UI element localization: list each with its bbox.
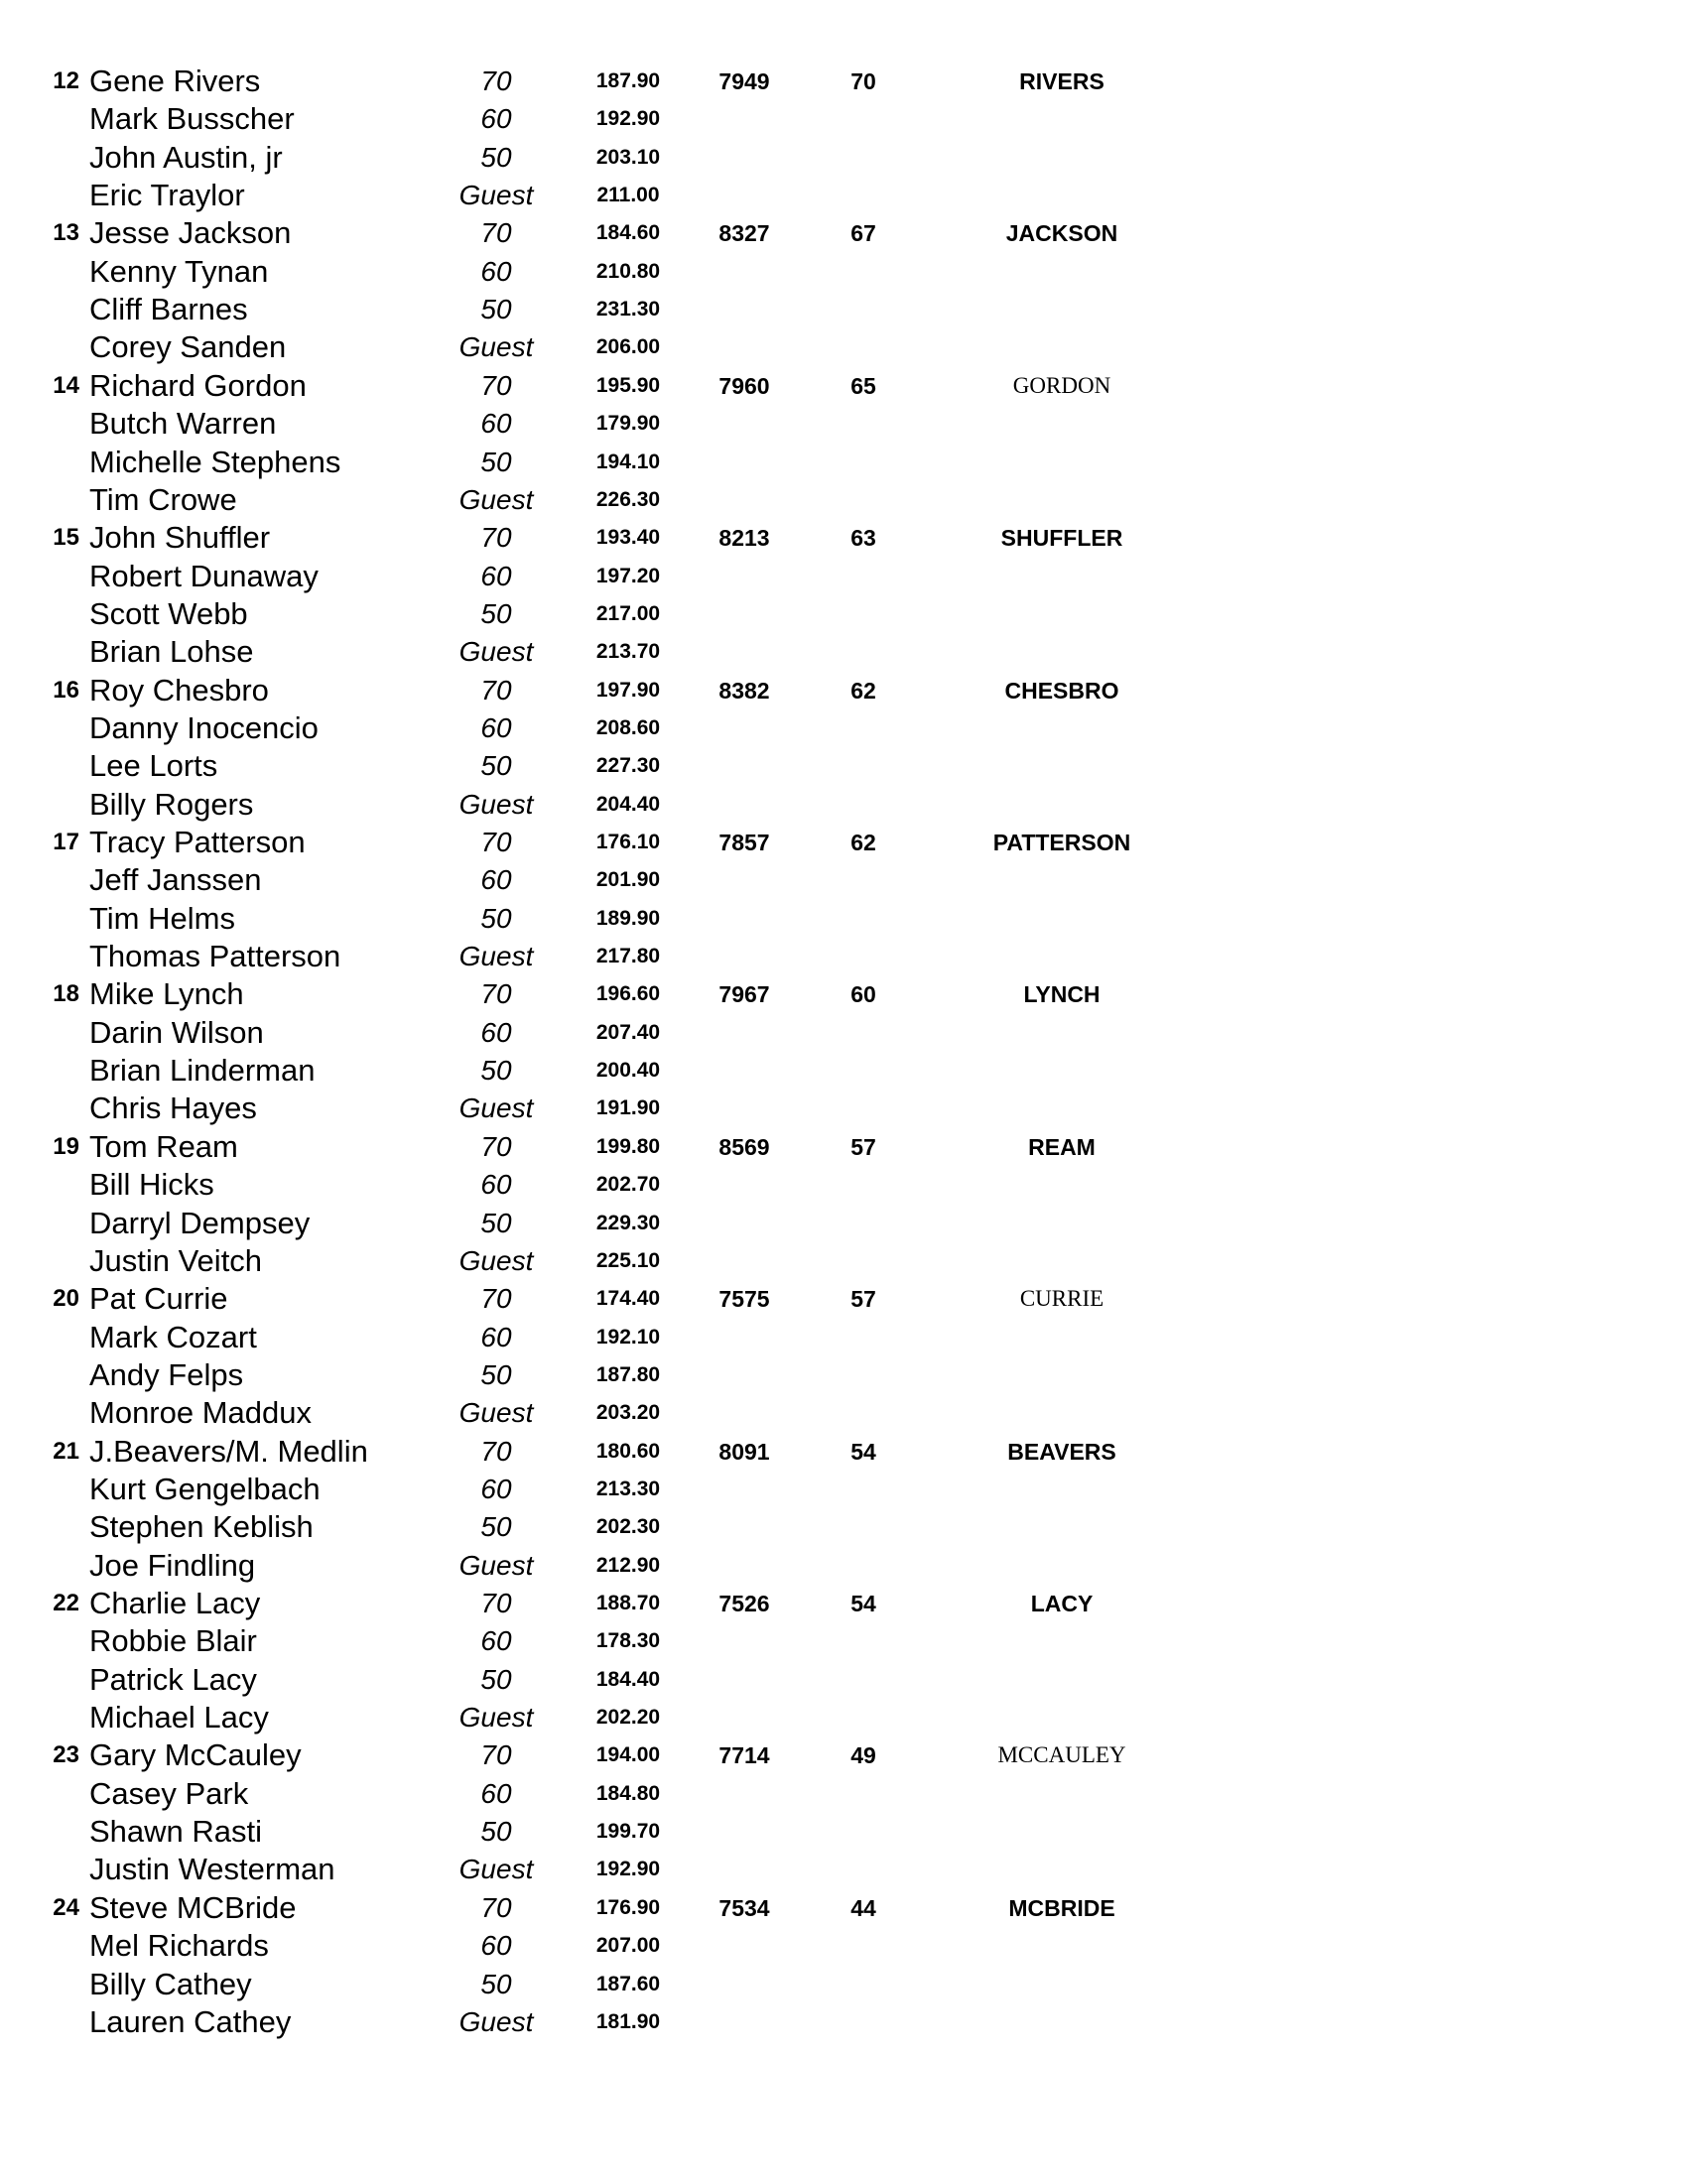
team-member-row — [0, 1242, 1688, 1280]
player-score: 207.40 — [595, 1020, 661, 1044]
player-score: 187.60 — [595, 1972, 661, 1995]
place-number: 17 — [53, 829, 79, 855]
player-score: 192.10 — [595, 1325, 661, 1349]
player-class: Guest — [458, 1397, 534, 1429]
player-score: 187.80 — [595, 1362, 661, 1386]
place-number: 13 — [53, 219, 79, 247]
player-score: 207.00 — [595, 1934, 661, 1958]
player-class: Guest — [458, 2005, 534, 2037]
team-member-row — [0, 139, 1688, 177]
player-name: Darryl Dempsey — [89, 1205, 311, 1240]
player-class: 60 — [480, 711, 512, 743]
player-class: 60 — [480, 864, 512, 896]
player-score: 202.20 — [595, 1706, 661, 1730]
team-total: 7714 — [718, 1742, 770, 1769]
player-name: Danny Inocencio — [89, 709, 319, 745]
team-member-row — [0, 1166, 1688, 1204]
place-number: 22 — [53, 1590, 79, 1616]
player-name: J.Beavers/M. Medlin — [89, 1433, 368, 1469]
player-class: 50 — [480, 141, 512, 173]
team-name: LACY — [1030, 1591, 1094, 1616]
player-score: 226.30 — [595, 487, 661, 511]
player-class: 50 — [480, 1511, 512, 1543]
place-number: 12 — [53, 67, 79, 94]
team-member-row — [0, 558, 1688, 595]
player-name: Justin Westerman — [89, 1852, 335, 1887]
player-score: 179.90 — [595, 412, 661, 436]
player-class: 70 — [480, 217, 512, 249]
player-name: Kurt Gengelbach — [89, 1471, 321, 1506]
team-total: 7575 — [718, 1286, 770, 1313]
player-score: 197.20 — [595, 564, 661, 587]
player-class: Guest — [458, 180, 534, 211]
player-class: 70 — [480, 1588, 512, 1618]
player-score: 204.40 — [595, 792, 661, 816]
player-score: 196.60 — [595, 982, 661, 1006]
player-name: Michael Lacy — [89, 1700, 269, 1735]
player-score: 188.70 — [595, 1592, 661, 1614]
team-lead-row — [0, 975, 1688, 1013]
player-score: 231.30 — [595, 298, 661, 321]
player-score: 184.80 — [595, 1781, 661, 1805]
player-score: 213.70 — [595, 640, 661, 664]
team-member-row — [0, 747, 1688, 785]
place-number: 20 — [53, 1285, 79, 1313]
player-name: Steve MCBride — [89, 1889, 297, 1925]
player-score: 210.80 — [595, 259, 661, 283]
player-class: Guest — [458, 788, 534, 820]
team-lead-row — [0, 63, 1688, 100]
player-name: Jesse Jackson — [89, 215, 292, 251]
player-name: John Shuffler — [89, 520, 271, 556]
player-score: 202.70 — [595, 1173, 661, 1197]
player-score: 212.90 — [595, 1553, 661, 1577]
player-class: 50 — [480, 1207, 512, 1238]
team-member-row — [0, 1775, 1688, 1813]
player-name: Cliff Barnes — [89, 292, 248, 327]
player-class: 70 — [480, 978, 512, 1010]
team-points: 60 — [850, 981, 876, 1008]
team-member-row — [0, 1394, 1688, 1432]
player-score: 225.10 — [595, 1248, 661, 1272]
player-class: Guest — [458, 1092, 534, 1124]
place-number: 24 — [53, 1893, 79, 1921]
team-lead-row — [0, 824, 1688, 861]
player-name: Monroe Maddux — [89, 1395, 313, 1431]
player-name: Casey Park — [89, 1775, 249, 1811]
team-total: 7960 — [718, 372, 770, 399]
team-name: CHESBRO — [1004, 677, 1119, 704]
team-member-row — [0, 1547, 1688, 1585]
team-name: BEAVERS — [1007, 1438, 1116, 1465]
player-score: 202.30 — [595, 1515, 661, 1539]
team-total: 8091 — [718, 1438, 770, 1465]
player-score: 181.90 — [595, 2009, 661, 2033]
team-name: GORDON — [1012, 372, 1111, 398]
player-class: 70 — [480, 369, 512, 401]
player-class: 60 — [480, 1473, 512, 1504]
player-class: 50 — [480, 750, 512, 782]
team-member-row — [0, 709, 1688, 747]
player-name: Butch Warren — [89, 406, 277, 442]
player-name: Billy Rogers — [89, 786, 254, 822]
player-score: 201.90 — [595, 868, 661, 892]
team-points: 57 — [850, 1133, 876, 1160]
team-member-row — [0, 1966, 1688, 2003]
team-member-row — [0, 253, 1688, 291]
player-name: Mark Cozart — [89, 1319, 257, 1354]
player-class: 60 — [480, 1777, 512, 1809]
player-score: 187.90 — [595, 69, 661, 92]
player-name: Gary McCauley — [89, 1737, 302, 1773]
place-number: 16 — [53, 676, 79, 704]
player-score: 193.40 — [595, 526, 661, 550]
player-class: 50 — [480, 597, 512, 629]
player-class: 70 — [480, 1435, 512, 1467]
player-name: Shawn Rasti — [89, 1814, 263, 1850]
player-name: Eric Traylor — [89, 178, 245, 213]
team-member-row — [0, 1813, 1688, 1851]
team-lead-row — [0, 1128, 1688, 1166]
player-score: 227.30 — [595, 754, 661, 778]
player-class: 70 — [480, 522, 512, 554]
player-score: 203.10 — [595, 145, 661, 169]
team-lead-row — [0, 519, 1688, 557]
team-total: 8382 — [718, 677, 770, 704]
team-name: MCBRIDE — [1008, 1894, 1115, 1921]
player-class: 70 — [480, 65, 512, 96]
player-class: Guest — [458, 636, 534, 668]
player-name: Pat Currie — [89, 1281, 228, 1317]
player-score: 191.90 — [595, 1096, 661, 1120]
player-score: 197.90 — [595, 678, 661, 702]
player-score: 192.90 — [595, 107, 661, 131]
place-number: 14 — [53, 371, 79, 399]
team-member-row — [0, 1661, 1688, 1699]
player-score: 174.40 — [595, 1287, 661, 1311]
team-total: 7526 — [718, 1591, 770, 1616]
player-name: Brian Lohse — [89, 634, 254, 670]
player-class: Guest — [458, 1244, 534, 1276]
player-name: Lee Lorts — [89, 748, 218, 784]
team-member-row — [0, 444, 1688, 481]
player-name: Billy Cathey — [89, 1966, 252, 2001]
player-score: 184.60 — [595, 221, 661, 245]
player-name: Justin Veitch — [89, 1242, 263, 1278]
player-name: Richard Gordon — [89, 367, 307, 403]
team-name: MCCAULEY — [997, 1742, 1126, 1768]
team-total: 8569 — [718, 1133, 770, 1160]
player-name: Charlie Lacy — [89, 1586, 261, 1620]
team-lead-row — [0, 1889, 1688, 1927]
team-lead-row — [0, 214, 1688, 252]
team-points: 54 — [850, 1438, 876, 1465]
player-score: 189.90 — [595, 906, 661, 930]
player-score: 194.10 — [595, 450, 661, 473]
player-score: 199.80 — [595, 1134, 661, 1158]
team-member-row — [0, 900, 1688, 938]
player-name: Darin Wilson — [89, 1014, 264, 1050]
team-name: SHUFFLER — [1000, 525, 1123, 552]
player-class: 50 — [480, 1055, 512, 1087]
player-class: Guest — [458, 331, 534, 363]
team-member-row — [0, 1319, 1688, 1356]
team-member-row — [0, 2003, 1688, 2041]
team-member-row — [0, 1205, 1688, 1242]
place-number: 15 — [53, 524, 79, 552]
player-name: Jeff Janssen — [89, 862, 262, 898]
player-name: Michelle Stephens — [89, 444, 341, 479]
player-class: 50 — [480, 1358, 512, 1390]
player-name: Robbie Blair — [89, 1623, 257, 1659]
player-score: 206.00 — [595, 335, 661, 359]
player-name: John Austin, jr — [89, 139, 283, 175]
place-number: 19 — [53, 1132, 79, 1160]
player-score: 194.00 — [595, 1743, 661, 1767]
player-class: 60 — [480, 408, 512, 440]
player-class: 50 — [480, 902, 512, 934]
player-score: 208.60 — [595, 715, 661, 739]
player-class: Guest — [458, 941, 534, 972]
team-name: CURRIE — [1019, 1286, 1104, 1312]
player-name: Tim Crowe — [89, 481, 237, 517]
player-class: 60 — [480, 1625, 512, 1657]
team-lead-row — [0, 1585, 1688, 1622]
player-score: 199.70 — [595, 1820, 661, 1844]
player-name: Tracy Patterson — [89, 825, 306, 859]
team-points: 62 — [850, 830, 876, 855]
player-class: Guest — [458, 1702, 534, 1734]
team-lead-row — [0, 672, 1688, 709]
player-name: Mel Richards — [89, 1928, 269, 1964]
player-name: Gene Rivers — [89, 64, 261, 98]
team-points: 65 — [850, 372, 876, 399]
team-member-row — [0, 595, 1688, 633]
player-name: Mike Lynch — [89, 976, 244, 1012]
player-name: Patrick Lacy — [89, 1661, 257, 1697]
team-name: JACKSON — [1005, 220, 1118, 247]
team-member-row — [0, 1508, 1688, 1546]
team-member-row — [0, 1699, 1688, 1736]
player-score: 195.90 — [595, 373, 661, 397]
player-score: 200.40 — [595, 1059, 661, 1083]
team-member-row — [0, 177, 1688, 214]
team-lead-row — [0, 1736, 1688, 1774]
player-score: 203.20 — [595, 1401, 661, 1425]
player-score: 217.00 — [595, 601, 661, 625]
player-score: 176.10 — [595, 831, 661, 853]
player-name: Tim Helms — [89, 900, 235, 936]
place-number: 23 — [53, 1741, 79, 1769]
place-number: 21 — [53, 1437, 79, 1465]
player-class: 70 — [480, 674, 512, 706]
player-class: 70 — [480, 1130, 512, 1162]
team-member-row — [0, 1471, 1688, 1508]
player-class: Guest — [458, 1549, 534, 1581]
team-points: 49 — [850, 1742, 876, 1769]
team-name: RIVERS — [1019, 68, 1104, 94]
player-name: Tom Ream — [89, 1128, 238, 1164]
team-member-row — [0, 1622, 1688, 1660]
player-score: 180.60 — [595, 1439, 661, 1463]
team-member-row — [0, 100, 1688, 138]
player-score: 213.30 — [595, 1477, 661, 1500]
player-class: 50 — [480, 294, 512, 325]
team-points: 63 — [850, 525, 876, 552]
player-score: 217.80 — [595, 945, 661, 968]
player-name: Stephen Keblish — [89, 1509, 314, 1545]
team-total: 8327 — [718, 220, 770, 247]
team-member-row — [0, 481, 1688, 519]
team-name: REAM — [1028, 1133, 1096, 1160]
player-class: 70 — [480, 1739, 512, 1771]
player-name: Chris Hayes — [89, 1091, 257, 1126]
player-class: 60 — [480, 255, 512, 287]
team-member-row — [0, 1356, 1688, 1394]
player-class: Guest — [458, 483, 534, 515]
player-name: Lauren Cathey — [89, 2003, 292, 2039]
player-class: 50 — [480, 446, 512, 477]
team-lead-row — [0, 1280, 1688, 1318]
team-lead-row — [0, 367, 1688, 405]
player-class: 50 — [480, 1968, 512, 1999]
team-member-row — [0, 1090, 1688, 1127]
team-points: 54 — [850, 1591, 876, 1616]
player-name: Mark Busscher — [89, 101, 295, 137]
player-name: Thomas Patterson — [89, 939, 341, 974]
player-class: 50 — [480, 1663, 512, 1695]
player-class: 70 — [480, 1891, 512, 1923]
team-member-row — [0, 633, 1688, 671]
team-total: 8213 — [718, 525, 770, 552]
player-name: Corey Sanden — [89, 329, 287, 365]
team-member-row — [0, 328, 1688, 366]
place-number: 18 — [53, 980, 79, 1008]
team-member-row — [0, 938, 1688, 975]
team-points: 62 — [850, 677, 876, 704]
team-name: PATTERSON — [992, 830, 1131, 855]
player-class: 50 — [480, 1816, 512, 1848]
player-score: 229.30 — [595, 1211, 661, 1234]
player-class: 60 — [480, 1321, 512, 1352]
player-score: 192.90 — [595, 1858, 661, 1881]
player-class: 60 — [480, 103, 512, 135]
player-class: 60 — [480, 1169, 512, 1201]
team-member-row — [0, 1927, 1688, 1965]
team-member-row — [0, 1014, 1688, 1052]
team-points: 70 — [850, 68, 876, 94]
player-class: 60 — [480, 1016, 512, 1048]
player-class: 60 — [480, 1930, 512, 1962]
player-name: Joe Findling — [89, 1547, 256, 1583]
player-name: Kenny Tynan — [89, 253, 269, 289]
team-points: 67 — [850, 220, 876, 247]
player-name: Bill Hicks — [89, 1167, 214, 1203]
team-total: 7857 — [718, 830, 770, 855]
player-score: 211.00 — [596, 184, 660, 207]
player-name: Brian Linderman — [89, 1053, 316, 1089]
team-points: 44 — [850, 1894, 876, 1921]
team-member-row — [0, 405, 1688, 443]
team-total: 7967 — [718, 981, 770, 1008]
team-member-row — [0, 1851, 1688, 1888]
player-name: Roy Chesbro — [89, 672, 269, 707]
team-member-row — [0, 786, 1688, 824]
player-score: 176.90 — [595, 1895, 661, 1919]
player-class: Guest — [458, 1854, 534, 1885]
player-class: 70 — [480, 827, 512, 857]
team-member-row — [0, 861, 1688, 899]
player-class: 70 — [480, 1283, 512, 1315]
team-member-row — [0, 291, 1688, 328]
team-member-row — [0, 1052, 1688, 1090]
player-name: Andy Felps — [89, 1356, 244, 1392]
team-lead-row — [0, 1433, 1688, 1471]
player-class: 60 — [480, 560, 512, 591]
player-score: 178.30 — [595, 1629, 661, 1653]
team-total: 7949 — [718, 68, 770, 94]
team-points: 57 — [850, 1286, 876, 1313]
team-name: LYNCH — [1023, 981, 1101, 1008]
player-name: Scott Webb — [89, 595, 248, 631]
team-total: 7534 — [718, 1894, 770, 1921]
player-score: 184.40 — [595, 1667, 661, 1691]
player-name: Robert Dunaway — [89, 558, 319, 593]
